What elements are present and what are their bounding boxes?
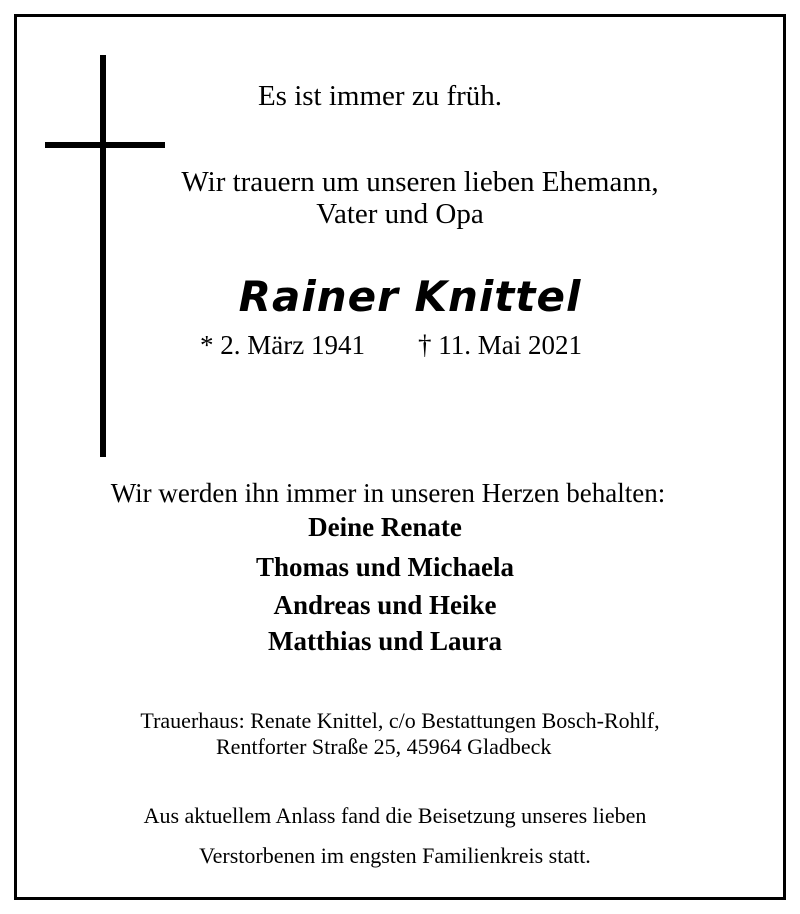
deceased-name: Rainer Knittel [238, 272, 582, 321]
intro-line-1: Wir trauern um unseren lieben Ehemann, [181, 166, 659, 198]
death-date: † 11. Mai 2021 [418, 330, 582, 360]
closing-line-2: Verstorbenen im engsten Familienkreis statt. [199, 843, 591, 868]
mourning-house-line-2: Rentforter Straße 25, 45964 Gladbeck [216, 734, 552, 759]
family-member: Thomas und Michaela [255, 552, 515, 582]
mourning-house-line-1: Trauerhaus: Renate Knittel, c/o Bestattungen Bosch-Rohlf, [140, 708, 660, 733]
intro-line-2: Vater und Opa [316, 198, 484, 230]
birth-date: * 2. März 1941 [200, 330, 365, 360]
closing-line-1: Aus aktuellem Anlass fand die Beisetzung unseres lieben [143, 803, 647, 828]
family-member: Deine Renate [308, 512, 462, 542]
cross-vertical-bar [100, 55, 106, 457]
remembrance-line: Wir werden ihn immer in unseren Herzen behalten: [110, 478, 666, 508]
family-member: Matthias und Laura [267, 626, 503, 656]
family-member: Andreas und Heike [273, 590, 497, 620]
motto: Es ist immer zu früh. [257, 80, 503, 112]
cross-horizontal-bar [45, 142, 165, 148]
